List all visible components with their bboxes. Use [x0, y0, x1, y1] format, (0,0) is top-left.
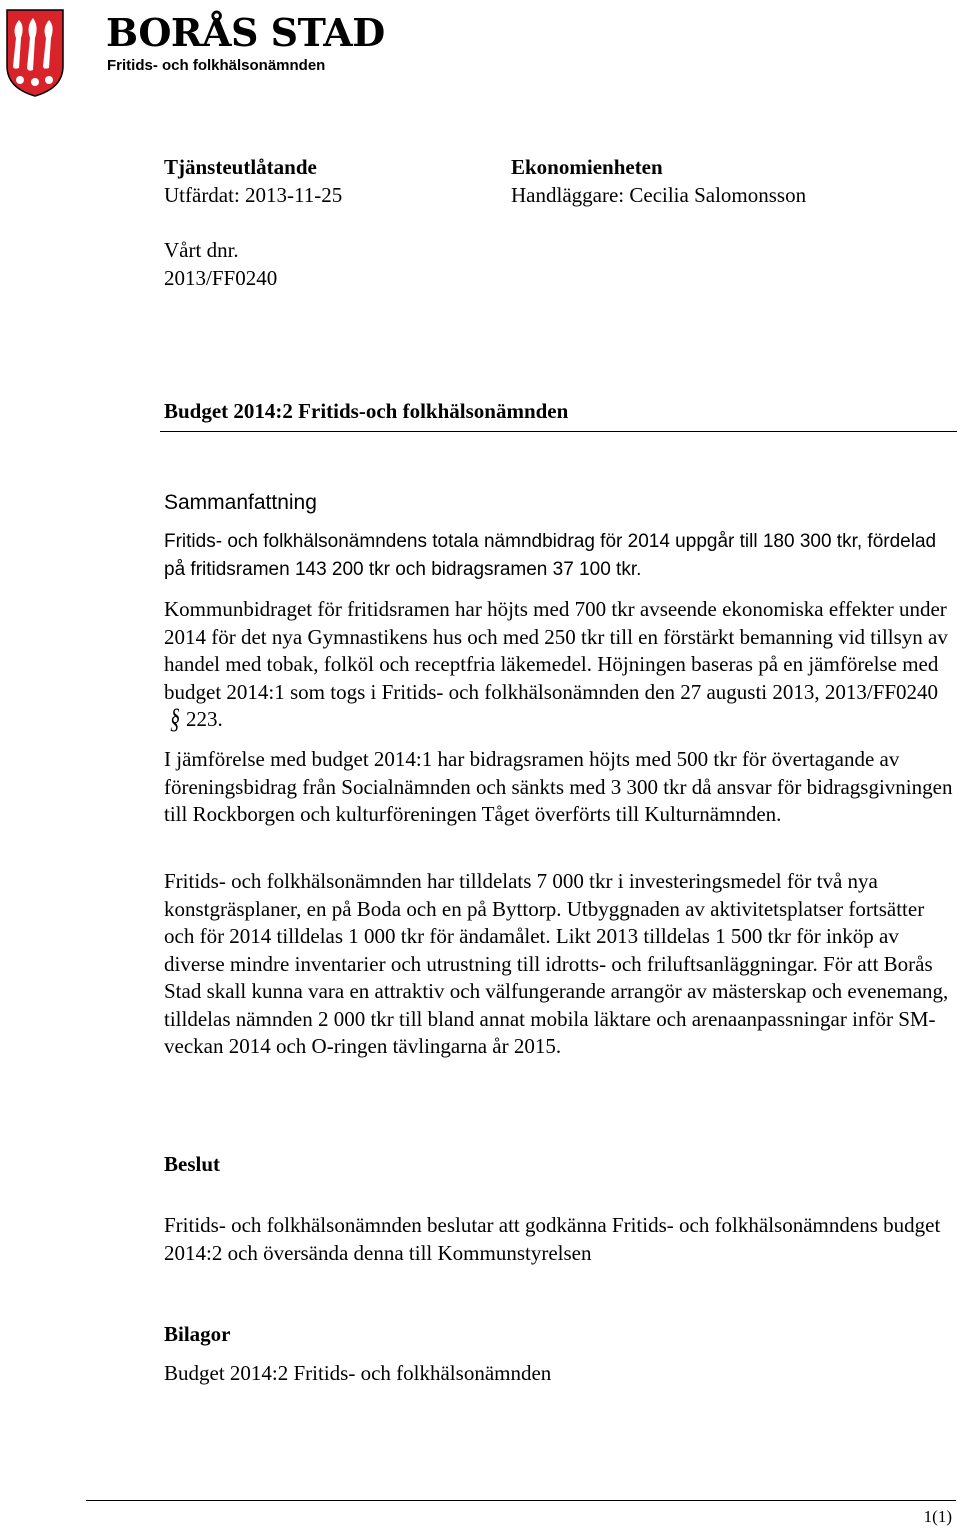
footer-divider	[86, 1500, 956, 1501]
summary-paragraph-2	[164, 596, 954, 735]
decision-text: Fritids- och folkhälsonämnden beslutar att godkänna Fritids- och folkhälsonämndens budget 2014:2 och översända denna till Kommunstyrelsen	[164, 1213, 941, 1265]
summary-paragraph-2-end: 223.	[186, 707, 223, 731]
department-heading: Ekonomienheten	[511, 155, 663, 179]
reference-label: Vårt dnr.	[164, 238, 239, 262]
organization-name: BORÅS STAD	[106, 10, 385, 55]
decision-heading: Beslut	[164, 1152, 221, 1176]
section-sign: §	[170, 704, 180, 736]
attachments-heading: Bilagor	[164, 1322, 231, 1346]
summary-paragraph-3: I jämförelse med budget 2014:1 har bidragsramen höjts med 500 tkr för övertagande av föreningsbidrag från Socialnämnden och sänkts med 3 300 tkr då ansvar för bidragsgivningen till Rockborgen och kulturföreningen Tåget överförts till Kulturnämnden.	[164, 747, 953, 826]
title-divider	[160, 431, 957, 432]
reference-number: 2013/FF0240	[164, 266, 278, 290]
page-number: 1(1)	[923, 1507, 952, 1526]
document-title: Budget 2014:2 Fritids-och folkhälsonämnden	[164, 399, 569, 423]
document-type-heading: Tjänsteutlåtande	[164, 155, 317, 179]
handler-name: Handläggare: Cecilia Salomonsson	[511, 183, 807, 207]
summary-paragraph-4: Fritids- och folkhälsonämnden har tilldelats 7 000 tkr i investeringsmedel för två nya konstgräsplaner, en på Boda och en på Byttorp. Utbyggnaden av aktivitetsplatser fortsätter och för 2014 tilldelas 1 000 tkr för ändamålet. Likt 2013 tilldelas 1 500 tkr för inköp av diverse mindre inventarier och utrustning till idrotts- och friluftsanläggningar. För att Borås Stad skall kunna vara en attraktiv och välfungerande arrangör av mästerskap och evenemang, tilldelas nämnden 2 000 tkr till bland annat mobila läktare och arenaanpassningar inför SM-veckan 2014 och O-ringen tävlingarna år 2015.	[164, 869, 949, 1058]
attachments-text: Budget 2014:2 Fritids- och folkhälsonämnden	[164, 1361, 552, 1385]
summary-heading: Sammanfattning	[164, 491, 317, 514]
summary-paragraph-1: Fritids- och folkhälsonämndens totala nämndbidrag för 2014 uppgår till 180 300 tkr, fördelad på fritidsramen 143 200 tkr och bidragsramen 37 100 tkr.	[164, 531, 937, 580]
issued-date: Utfärdat: 2013-11-25	[164, 183, 343, 207]
coat-of-arms-icon	[5, 8, 65, 98]
organization-unit: Fritids- och folkhälsonämnden	[107, 57, 326, 74]
summary-paragraph-2-text: Kommunbidraget för fritidsramen har höjts med 700 tkr avseende ekonomiska effekter under 2014 för det nya Gymnastikens hus och med 250 tkr till en förstärkt bemanning vid tillsyn av handel med tobak, folköl och receptfria läkemedel. Höjningen baseras på en jämförelse med budget 2014:1 som togs i Fritids- och folkhälsonämnden den 27 augusti 2013, 2013/FF0240	[164, 597, 948, 704]
